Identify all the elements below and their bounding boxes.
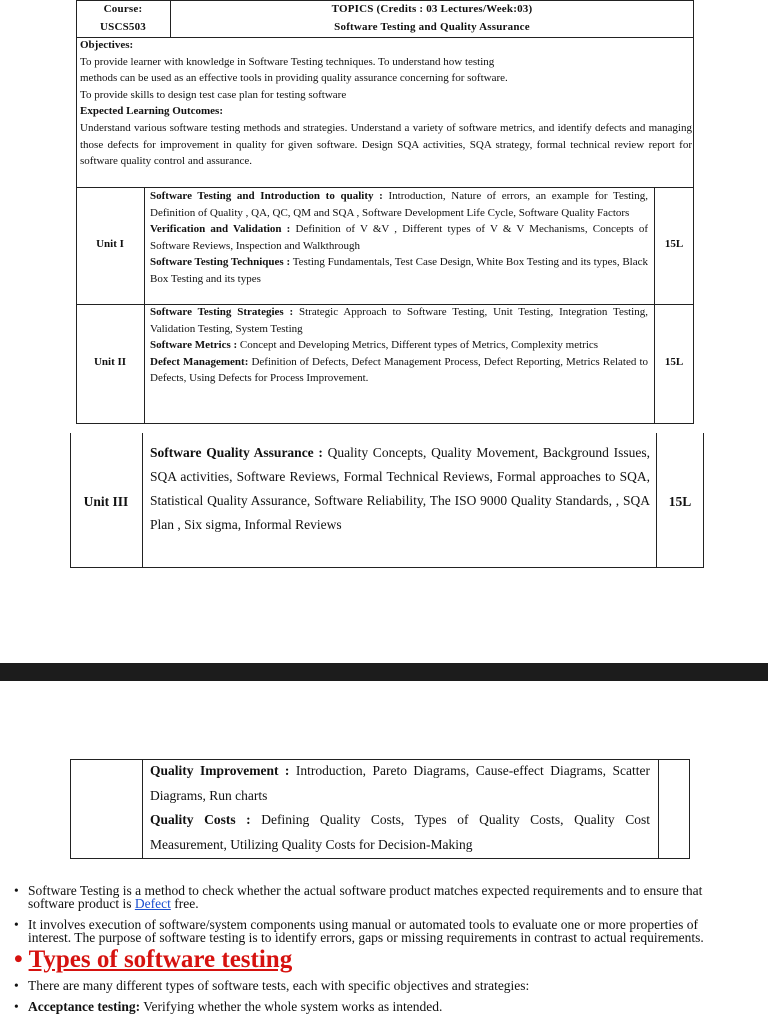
unit1-content (150, 188, 648, 288)
continued-table (70, 759, 690, 859)
continued-topic-text: Defining Quality Costs, Types of Quality Costs, Quality Cost Measurement, Utilizing Quality Costs for Decision-Making (150, 812, 650, 852)
unit3-topic-text: Quality Concepts, Quality Movement, Background Issues, SQA activities, Software Reviews, Formal Technical Reviews, Formal approaches to SQA, Statistical Quality Assurance, Software Reliability, The ISO 9000 Quality Standards, , SQA Plan , Six sigma, Informal Reviews (150, 445, 650, 532)
section-heading (14, 944, 754, 976)
unit3-content (150, 441, 650, 537)
unit3-table (70, 433, 704, 568)
unit2-topic-title: Defect Management: (150, 355, 249, 368)
bullet-dot: • (14, 999, 19, 1014)
bullet-item (14, 980, 754, 994)
bullet-dot: • (14, 978, 19, 993)
bullet-line: interest. The purpose of software testing is to identify errors, gaps or missing requirements in contrast to actual requirements. (28, 929, 704, 945)
unit3-col-divider (142, 433, 143, 568)
bullet-text (28, 1001, 754, 1014)
bullet-line: Software Testing is a method to check whether the actual software product matches expected requirements and to ensure that (28, 883, 703, 898)
unit1-topic-title: Software Testing Techniques : (150, 256, 291, 269)
continued-col-divider (142, 759, 143, 859)
unit3-credits: 15L (668, 494, 692, 509)
bullet-text: There are many different types of software tests, each with specific objectives and strategies: (28, 978, 530, 993)
unit2-label: Unit II (93, 356, 127, 368)
acceptance-text: Verifying whether the whole system works as intended. (140, 999, 443, 1014)
unit1-topic-title: Verification and Validation : (150, 223, 291, 236)
objective-line: To provide skills to design test case plan for testing software (80, 88, 347, 101)
continued-topic-title: Quality Improvement : (150, 763, 290, 778)
unit3-label: Unit III (83, 494, 129, 509)
outcomes-label: Expected Learning Outcomes: (80, 105, 223, 118)
acceptance-title: Acceptance testing: (28, 999, 141, 1014)
bullet-item (14, 885, 754, 913)
course-label: Course: (103, 3, 143, 15)
bullet-item (14, 1001, 754, 1015)
types-heading: Types of software testing (28, 946, 293, 973)
unit2-topic-text: Concept and Developing Metrics, Different types of Metrics, Complexity metrics (237, 339, 599, 352)
bullet-line: free. (170, 895, 199, 911)
unit2-credits: 15L (664, 356, 684, 368)
objective-line: methods can be used as an effective tools in providing quality assurance concerning for software. (80, 72, 508, 85)
topics-header: TOPICS (Credits : 03 Lectures/Week:03) (331, 3, 533, 15)
unit1-topic-text: Introduction, Nature of errors, an example for Testing, Definition of Quality , QA, QC, QM and SQA , Software Development Life Cycle, Software Quality Factors (150, 190, 648, 219)
unit-col-divider (144, 187, 145, 424)
defect-link[interactable]: Defect (134, 895, 171, 911)
bullet-line: It involves execution of software/system components using manual or automated tools to evaluate one or more properties of (28, 917, 698, 932)
bullet-dot: • (14, 883, 19, 898)
unit1-label: Unit I (96, 238, 124, 250)
outcomes-text: Understand various software testing methods and strategies. Understand a variety of software metrics, and identify defects and managing those defects for improvement in quality for given software. Design SQA activities, SQA strategy, formal technical review report for software quality control and assurance. (80, 121, 692, 168)
unit3-topic-title: Software Quality Assurance : (150, 445, 323, 460)
continued-topic-title: Quality Costs : (150, 812, 251, 827)
unit1-topic-text: Definition of V &V , Different types of V & V Mechanisms, Concepts of Software Reviews, Inspection and Walkthrough (150, 223, 648, 252)
bullet-text (28, 919, 754, 944)
page-separator-band (0, 663, 768, 681)
bullet-line: software product is (28, 895, 135, 911)
continued-topic-text: Introduction, Pareto Diagrams, Cause-effect Diagrams, Scatter Diagrams, Run charts (150, 763, 650, 803)
unit2-topic-title: Software Metrics : (150, 339, 238, 352)
bullet-dot: • (14, 946, 23, 973)
objective-line: To provide learner with knowledge in Software Testing techniques. To understand how testing (80, 55, 495, 68)
unit1-credits: 15L (664, 238, 684, 250)
objectives-block (80, 37, 692, 170)
continued-credit-divider (658, 759, 659, 859)
unit2-topic-text: Strategic Approach to Software Testing, Unit Testing, Integration Testing, Validation Testing, System Testing (150, 306, 648, 335)
unit1-topic-title: Software Testing and Introduction to quality : (150, 190, 383, 202)
unit2-content (150, 304, 648, 387)
unit2-topic-text: Definition of Defects, Defect Management Process, Defect Reporting, Metrics Related to Defects, Using Defects for Process Improvement. (150, 355, 648, 385)
objectives-label: Objectives: (80, 39, 134, 51)
course-code: USCS503 (99, 21, 147, 33)
continued-content (150, 759, 650, 857)
credit-col-divider (654, 187, 655, 424)
bullet-text (28, 885, 754, 910)
bullet-dot: • (14, 917, 19, 932)
syllabus-table (76, 0, 694, 424)
bullet-item (14, 919, 754, 947)
unit1-topic-text: Testing Fundamentals, Test Case Design, White Box Testing and its types, Black Box Testing and its types (150, 256, 648, 285)
unit2-topic-title: Software Testing Strategies : (150, 306, 294, 318)
course-title: Software Testing and Quality Assurance (334, 21, 530, 33)
